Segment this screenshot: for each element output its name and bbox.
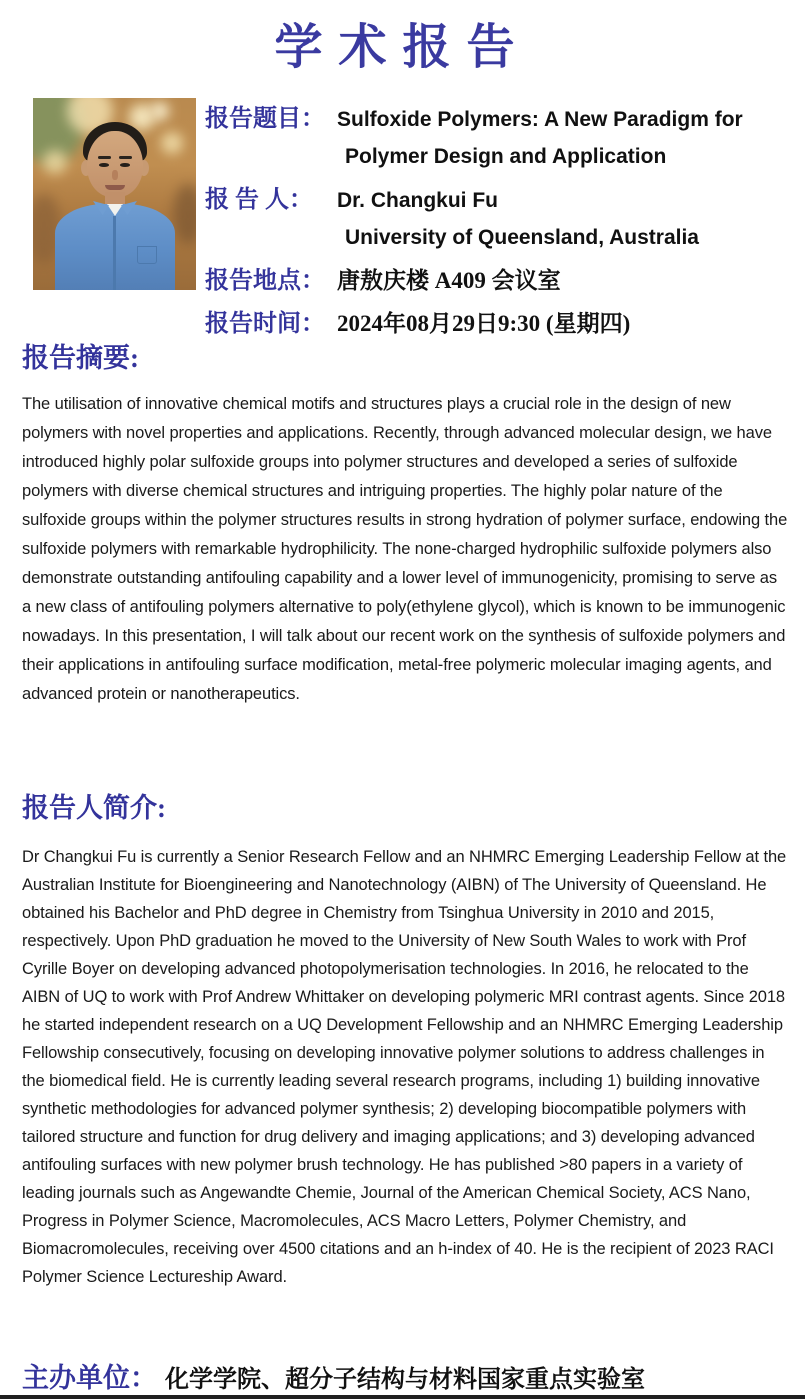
photo-bokeh (151, 102, 169, 120)
photo-eye (99, 163, 109, 167)
bottom-divider (0, 1395, 805, 1399)
photo-mouth (105, 185, 125, 190)
abstract-body: The utilisation of innovative chemical motifs and structures plays a crucial role in the design of new polymers with novel properties and applications. Recently, through advanced molecular design, we have introduced highly polar sulfoxide groups into polymer structures and developed a series of sulfoxide polymers with diverse chemical structures and intriguing properties. The highly polar nature of the sulfoxide groups within the polymer structures results in strong hydration of polymer surface, endowing the sulfoxide polymers with remarkable hydrophilicity. The none-charged hydrophilic sulfoxide polymers also demonstrate outstanding antifouling capability and a lower level of immunogenicity, promising to serve as a new class of antifouling polymers alternative to poly(ethylene glycol), which is known to be immunogenic nowadays. In this presentation, I will talk about our recent work on the synthesis of sulfoxide polymers and their applications in antifouling surface modification, metal-free polymeric molecular imaging agents, and advanced protein or nanotherapeutics. (22, 395, 788, 703)
photo-shirt-pocket (137, 246, 157, 264)
page-title: 学术报告 (274, 19, 531, 75)
info-row-venue (205, 260, 801, 296)
venue-label: 报告地点： (205, 268, 325, 294)
topic-value-line2: Polymer Design and Application (345, 145, 667, 168)
info-row-topic (205, 98, 801, 135)
speaker-affiliation: University of Queensland, Australia (345, 226, 699, 249)
organizer-value: 化学学院、超分子结构与材料国家重点实验室 (165, 1367, 645, 1393)
bio-heading: 报告人简介: (22, 793, 166, 823)
organizer-line (22, 1356, 790, 1395)
speaker-photo (33, 98, 196, 290)
organizer-label: 主办单位： (22, 1363, 157, 1393)
bio-body: Dr Changkui Fu is currently a Senior Research Fellow and an NHMRC Emerging Leadership Fellow at the Australian Institute for Bioengineering and Nanotechnology (AIBN) of The University of Queensland. He obtained his Bachelor and PhD degree in Chemistry from Tsinghua University in 2010 and 2015, respectively. Upon PhD graduation he moved to the University of New South Wales to work with Prof Cyrille Boyer on developing advanced photopolymerisation technologies. In 2016, he relocated to the AIBN of UQ to work with Prof Andrew Whittaker on developing polymeric MRI contrast agents. Since 2018 he started independent research on a UQ Development Fellowship and an NHMRC Emerging Leadership Fellowship consecutively, focusing on developing innovative polymer solutions to address challenges in the biomedical field. He is currently leading several research programs, including 1) building innovative synthetic methodologies for advanced polymer synthesis; 2) developing biocompatible polymers with tailored structure and function for drug delivery and imaging applications; and 3) developing advanced antifouling surfaces with new polymer brush technology. He has published >80 papers in a variety of leading journals such as Angewandte Chemie, Journal of the American Chemical Society, ACS Nano, Progress in Polymer Science, Macromolecules, ACS Macro Letters, Polymer Chemistry, and Biomacromolecules, receiving over 4500 citations and an h-index of 40. He is the recipient of 2023 RACI Polymer Science Lectureship Award. (22, 848, 787, 1286)
photo-shirt-placket (113, 216, 116, 290)
speaker-label: 报 告 人： (205, 187, 313, 213)
speaker-name: Dr. Changkui Fu (337, 189, 499, 212)
topic-value-line1: Sulfoxide Polymers: A New Paradigm for (337, 108, 743, 131)
photo-nose (112, 170, 118, 180)
venue-value: 唐敖庆楼 A409 会议室 (337, 268, 561, 293)
topic-label: 报告题目： (205, 106, 325, 132)
photo-bokeh (161, 132, 183, 154)
photo-eyebrow (98, 156, 111, 159)
talk-info (205, 98, 801, 346)
info-row-time (205, 303, 801, 339)
photo-bokeh (43, 150, 67, 174)
photo-bokeh (173, 184, 196, 244)
time-label: 报告时间： (205, 311, 325, 337)
info-row-speaker (205, 179, 801, 216)
photo-eye (120, 163, 130, 167)
abstract-heading: 报告摘要: (22, 343, 139, 373)
photo-eyebrow (119, 156, 132, 159)
time-value: 2024年08月29日9:30 (星期四) (337, 311, 631, 336)
